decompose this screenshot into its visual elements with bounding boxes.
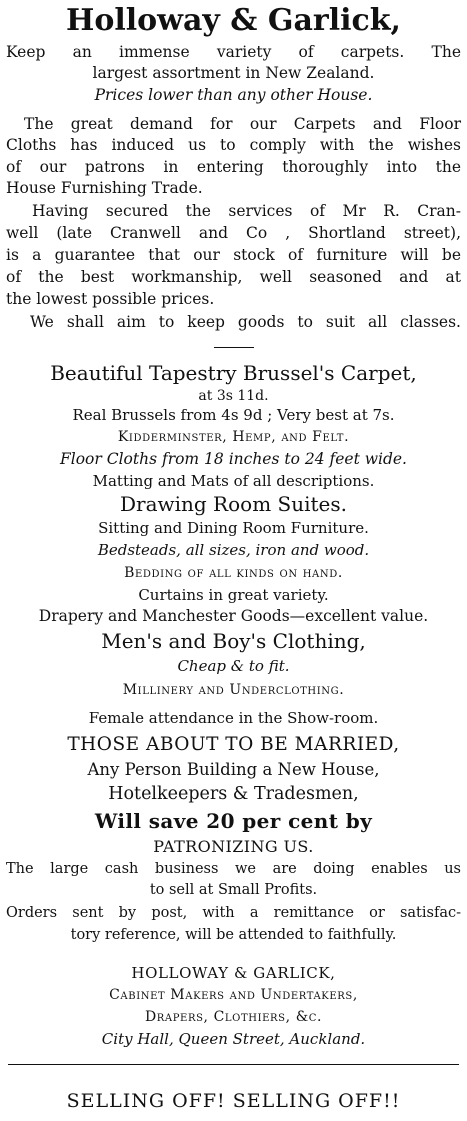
- bedding-line: Bedding of all kinds on hand.: [124, 565, 343, 581]
- para2-line-3: is a guarantee that our stock of furniture will be: [6, 246, 461, 264]
- drawing-room-line: Drawing Room Suites.: [119, 492, 347, 516]
- floor-cloths-line: Floor Cloths from 18 inches to 24 feet wide.: [60, 450, 407, 468]
- brussels-price: Real Brussels from 4s 9d ; Very best at 7s.: [72, 406, 395, 424]
- para2-line-2: well (late Cranwell and Co , Shortland street),: [6, 224, 461, 242]
- save-line: Will save 20 per cent by: [94, 809, 373, 833]
- tapestry-price: at 3s 11d.: [198, 388, 269, 404]
- signature-trade-1: Cabinet Makers and Undertakers,: [109, 987, 358, 1003]
- female-attendance-line: Female attendance in the Show-room.: [88, 709, 379, 727]
- patronizing-line: PATRONIZING US.: [153, 837, 314, 856]
- para1-line-4: House Furnishing Trade.: [6, 179, 203, 197]
- married-line: THOSE ABOUT TO BE MARRIED,: [67, 734, 400, 755]
- hotelkeepers-line: Hotelkeepers & Tradesmen,: [108, 784, 359, 804]
- tapestry-carpet: Beautiful Tapestry Brussel's Carpet,: [50, 361, 417, 385]
- signature-address: City Hall, Queen Street, Auckland.: [101, 1030, 366, 1048]
- para2-line-5: the lowest possible prices.: [6, 290, 215, 308]
- signature-name: HOLLOWAY & GARLICK,: [131, 964, 336, 982]
- bedsteads-line: Bedsteads, all sizes, iron and wood.: [97, 541, 370, 559]
- para1-line-3: of our patrons in entering thoroughly into the: [6, 158, 461, 176]
- ad-heading: Holloway & Garlick,: [66, 3, 401, 38]
- separator-rule-long: [8, 1064, 459, 1065]
- cheap-to-fit-line: Cheap & to fit.: [177, 657, 290, 675]
- kidderminster-line: Kidderminster, Hemp, and Felt.: [117, 429, 350, 445]
- sitting-room-line: Sitting and Dining Room Furniture.: [98, 519, 369, 537]
- millinery-line: Millinery and Underclothing.: [122, 682, 345, 698]
- selling-off-line: SELLING OFF! SELLING OFF!!: [66, 1090, 401, 1112]
- curtains-line: Curtains in great variety.: [138, 586, 329, 604]
- orders-line-1: Orders sent by post, with a remittance or satisfac-: [6, 905, 461, 921]
- clothing-line: Men's and Boy's Clothing,: [101, 629, 366, 653]
- intro-line-3: Prices lower than any other House.: [94, 86, 373, 104]
- para3-line: We shall aim to keep goods to suit all classes.: [30, 313, 461, 331]
- separator-rule-short: [214, 347, 254, 348]
- matting-line: Matting and Mats of all descriptions.: [92, 472, 375, 490]
- para2-line-4: of the best workmanship, well seasoned and at: [6, 268, 461, 286]
- building-line: Any Person Building a New House,: [87, 760, 380, 779]
- cash-line-2: to sell at Small Profits.: [149, 882, 318, 898]
- para1-line-2: Cloths has induced us to comply with the wishes: [6, 136, 461, 154]
- drapery-line: Drapery and Manchester Goods—excellent value.: [38, 607, 429, 625]
- signature-trade-2: Drapers, Clothiers, &c.: [144, 1009, 323, 1025]
- cash-line-1: The large cash business we are doing enables us: [6, 861, 461, 877]
- orders-line-2: tory reference, will be attended to faithfully.: [70, 927, 397, 943]
- para2-line-1: Having secured the services of Mr R. Cran-: [32, 202, 461, 220]
- intro-line-1: Keep an immense variety of carpets. The: [6, 43, 461, 61]
- para1-line-1: The great demand for our Carpets and Floor: [24, 115, 461, 133]
- intro-line-2: largest assortment in New Zealand.: [92, 64, 375, 82]
